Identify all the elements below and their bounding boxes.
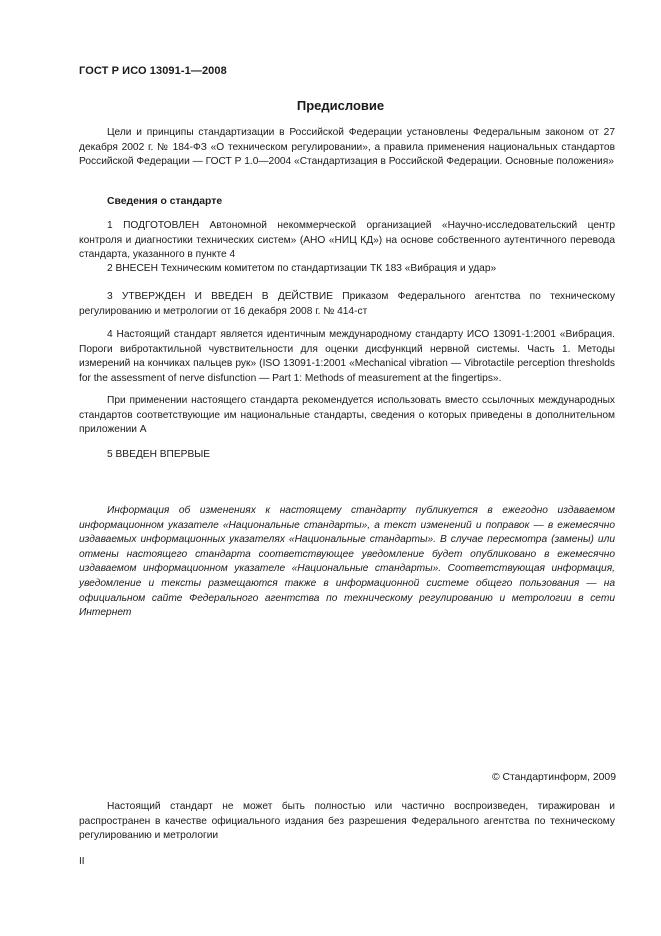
intro-paragraph: Цели и принципы стандартизации в Российской Федерации установлены Федеральным законом от 27 декабря 2002 г. № 184-ФЗ «О техническом регулировании», а правила применения национальных стандартов Российской Федерации — ГОСТ Р 1.0—2004 «Стандартизация в Российской Федерации. Основные положения» — [79, 127, 615, 168]
page-title: Предисловие — [296, 98, 385, 113]
item-4-note: При применении настоящего стандарта рекомендуется использовать вместо ссылочных международных стандартов соответствующие им национальные стандарты, сведения о которых приведены в дополнительном приложении А — [79, 395, 615, 436]
item-2-introduced: 2 ВНЕСЕН Техническим комитетом по стандартизации ТК 183 «Вибрация и удар» — [107, 263, 497, 274]
reproduction-notice: Настоящий стандарт не может быть полностью или частично воспроизведен, тиражирован и распространен в качестве официального издания без разрешения Федерального агентства по техническому регулированию и метрологии — [79, 801, 615, 842]
item-5-first-introduced: 5 ВВЕДЕН ВПЕРВЫЕ — [107, 449, 211, 460]
changes-info-notice: Информация об изменениях к настоящему стандарту публикуется в ежегодно издаваемом информационном указателе «Национальные стандарты», а текст изменений и поправок — в ежемесячно издаваемых информационных указателях «Национальные стандарты». В случае пересмотра (замены) или отмены настоящего стандарта соответствующее уведомление будет опубликовано в ежемесячно издаваемом информационном указателе «Национальные стандарты». Соответствующая информация, уведомление и тексты размещаются также в информационной системе общего пользования — на официальном сайте Федерального агентства по техническому регулированию и метрологии в сети Интернет — [79, 505, 615, 619]
page-number: II — [79, 856, 85, 867]
document-code-header: ГОСТ Р ИСО 13091-1—2008 — [79, 65, 227, 77]
item-1-prepared: 1 ПОДГОТОВЛЕН Автономной некоммерческой организацией «Научно-исследовательский центр контроля и диагностики технических систем» (АНО «НИЦ КД») на основе собственного аутентичного перевода стандарта, указанного в пункте 4 — [79, 220, 615, 261]
copyright-line: © Стандартинформ, 2009 — [491, 772, 616, 783]
item-4-identity: 4 Настоящий стандарт является идентичным международному стандарту ИСО 13091-1:2001 «Вибрация. Пороги вибротактильной чувствительности для оценки дисфункций нервной системы. Часть 1. Методы измерений на кончиках пальцев рук» (ISO 13091-1:2001 «Mechanical vibration — Vibrotactile perception thresholds for the assessment of nerve disfunction — Part 1: Methods of measurement at the fingertips». — [79, 329, 615, 384]
item-3-approved: 3 УТВЕРЖДЕН И ВВЕДЕН В ДЕЙСТВИЕ Приказом Федерального агентства по техническому регулированию и метрологии от 16 декабря 2008 г. № 414-ст — [79, 291, 615, 317]
subheading-standard-info: Сведения о стандарте — [107, 196, 223, 207]
